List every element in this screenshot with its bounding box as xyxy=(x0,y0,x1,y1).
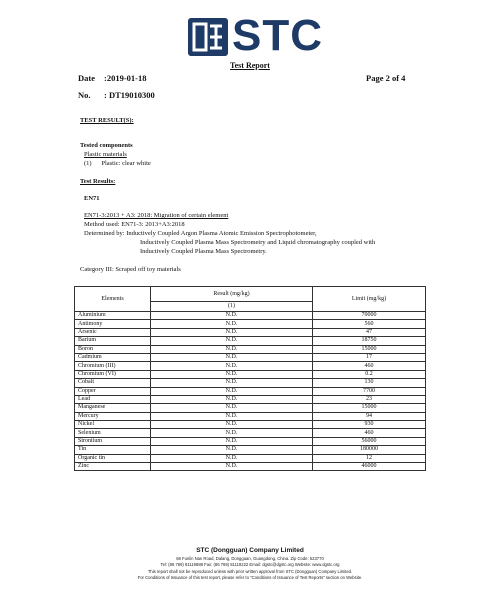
cell-limit: 23 xyxy=(313,395,426,403)
method-used: Method used: EN71-3: 2013+A3:2018 xyxy=(84,221,185,228)
cell-limit: 130 xyxy=(313,379,426,387)
col-header-limit: Limit (mg/kg) xyxy=(313,287,426,312)
cell-result: N.D. xyxy=(151,337,313,345)
standard-detail: EN71-3:2013 + A3: 2018: Migration of certain element xyxy=(84,212,229,219)
category-label: Category III: Scraped off toy materials xyxy=(80,266,181,273)
determined-by-line-3: Inductively Coupled Plasma Mass Spectrometry. xyxy=(140,248,267,255)
cell-element: Mercury xyxy=(75,412,151,420)
cell-limit: 47 xyxy=(313,328,426,336)
cell-result: N.D. xyxy=(151,412,313,420)
table-row xyxy=(75,454,426,462)
cell-result: N.D. xyxy=(151,421,313,429)
cell-result: N.D. xyxy=(151,328,313,336)
table-row xyxy=(75,446,426,454)
cell-result: N.D. xyxy=(151,454,313,462)
cell-element: Cobalt xyxy=(75,379,151,387)
table-row xyxy=(75,320,426,328)
cell-result: N.D. xyxy=(151,437,313,445)
cell-result: N.D. xyxy=(151,387,313,395)
cell-limit: 7700 xyxy=(313,387,426,395)
cell-result: N.D. xyxy=(151,446,313,454)
table-row xyxy=(75,345,426,353)
cell-limit: 460 xyxy=(313,362,426,370)
footer-address: 68 Funlin Nan Road, Dalang, Dongguan, Guangdong, China. Zip Code: 523770 xyxy=(176,556,324,561)
cell-limit: 560 xyxy=(313,320,426,328)
cell-limit: 17 xyxy=(313,353,426,361)
table-row xyxy=(75,312,426,320)
footer xyxy=(0,547,500,581)
col-header-result: Result (mg/kg) xyxy=(151,287,313,302)
table-row xyxy=(75,463,426,471)
cell-limit: 56000 xyxy=(313,437,426,445)
footer-notice-2: For Conditions of Issuance of this test report, please refer to "Conditions of Issuance of Test Reports" section on Website. xyxy=(137,574,363,580)
cell-element: Lead xyxy=(75,395,151,403)
cell-element: Cadmium xyxy=(75,353,151,361)
table-row xyxy=(75,412,426,420)
cell-element: Strontium xyxy=(75,437,151,445)
page-number: Page 2 of 4 xyxy=(366,73,406,83)
cell-result: N.D. xyxy=(151,429,313,437)
table-row xyxy=(75,404,426,412)
plastic-materials-label: Plastic materials xyxy=(84,151,127,158)
cell-element: Boron xyxy=(75,345,151,353)
results-table xyxy=(74,286,426,471)
cell-element: Tin xyxy=(75,446,151,454)
standard-name: EN71 xyxy=(84,195,100,202)
table-row xyxy=(75,328,426,336)
cell-element: Manganese xyxy=(75,404,151,412)
cell-result: N.D. xyxy=(151,379,313,387)
cell-element: Copper xyxy=(75,387,151,395)
report-no-value: : DT19010300 xyxy=(104,90,155,100)
test-results-subheading: Test Results: xyxy=(80,178,116,185)
cell-element: Antimony xyxy=(75,320,151,328)
cell-element: Chromium (VI) xyxy=(75,370,151,378)
table-row xyxy=(75,362,426,370)
col-header-elements: Elements xyxy=(75,287,151,312)
cell-result: N.D. xyxy=(151,370,313,378)
cell-result: N.D. xyxy=(151,395,313,403)
cell-result: N.D. xyxy=(151,362,313,370)
date-value: :2019-01-18 xyxy=(104,73,147,83)
cell-limit: 70000 xyxy=(313,312,426,320)
cell-result: N.D. xyxy=(151,353,313,361)
cell-limit: 94 xyxy=(313,412,426,420)
logo-brand-text: STC xyxy=(232,11,323,60)
table-row xyxy=(75,387,426,395)
cell-limit: 180000 xyxy=(313,446,426,454)
cell-element: Zinc xyxy=(75,463,151,471)
cell-element: Aluminium xyxy=(75,312,151,320)
cell-result: N.D. xyxy=(151,463,313,471)
stc-logo-mark-icon xyxy=(188,18,228,56)
cell-limit: 46000 xyxy=(313,463,426,471)
table-row xyxy=(75,429,426,437)
cell-result: N.D. xyxy=(151,320,313,328)
cell-result: N.D. xyxy=(151,312,313,320)
cell-limit: 460 xyxy=(313,429,426,437)
footer-contact: Tel: (86 769) 81119888 Fax: (86 769) 81119222 Email: dgstc@dgstc.org Website: www.dgstc.org xyxy=(160,562,340,568)
table-row xyxy=(75,370,426,378)
cell-element: Selenium xyxy=(75,429,151,437)
table-header-row xyxy=(75,287,426,302)
table-row xyxy=(75,437,426,445)
cell-limit: 930 xyxy=(313,421,426,429)
cell-limit: 15000 xyxy=(313,404,426,412)
report-no-label: No. xyxy=(78,90,91,100)
table-row xyxy=(75,421,426,429)
col-subheader-result: (1) xyxy=(151,302,313,312)
cell-result: N.D. xyxy=(151,404,313,412)
stc-logo xyxy=(188,11,323,60)
cell-element: Nickel xyxy=(75,421,151,429)
table-row xyxy=(75,379,426,387)
table-row xyxy=(75,395,426,403)
table-row xyxy=(75,337,426,345)
cell-element: Chromium (III) xyxy=(75,362,151,370)
cell-result: N.D. xyxy=(151,345,313,353)
footer-company: STC (Dongguan) Company Limited xyxy=(196,547,304,554)
component-1: (1) Plastic: clear white xyxy=(84,160,151,167)
determined-by-line-1: Determined by: Inductively Coupled Argon Plasma Atomic Emission Spectrophotometer, xyxy=(84,230,317,237)
cell-limit: 18750 xyxy=(313,337,426,345)
tested-components-heading: Tested components xyxy=(80,142,133,149)
table-row xyxy=(75,353,426,361)
date-label: Date xyxy=(78,73,95,83)
cell-limit: 0.2 xyxy=(313,370,426,378)
cell-element: Barium xyxy=(75,337,151,345)
test-results-heading: TEST RESULT(S): xyxy=(80,117,134,124)
cell-element: Arsenic xyxy=(75,328,151,336)
cell-element: Organic tin xyxy=(75,454,151,462)
footer-notice-1: This report shall not be reproduced unless with prior written approval from STC (Dongguan) Company Limited. xyxy=(147,568,353,574)
table-body xyxy=(75,312,426,471)
determined-by-line-2: Inductively Coupled Plasma Mass Spectrometry and Liquid chromatography coupled with xyxy=(140,239,376,246)
cell-limit: 12 xyxy=(313,454,426,462)
cell-limit: 15000 xyxy=(313,345,426,353)
report-title: Test Report xyxy=(230,61,270,70)
